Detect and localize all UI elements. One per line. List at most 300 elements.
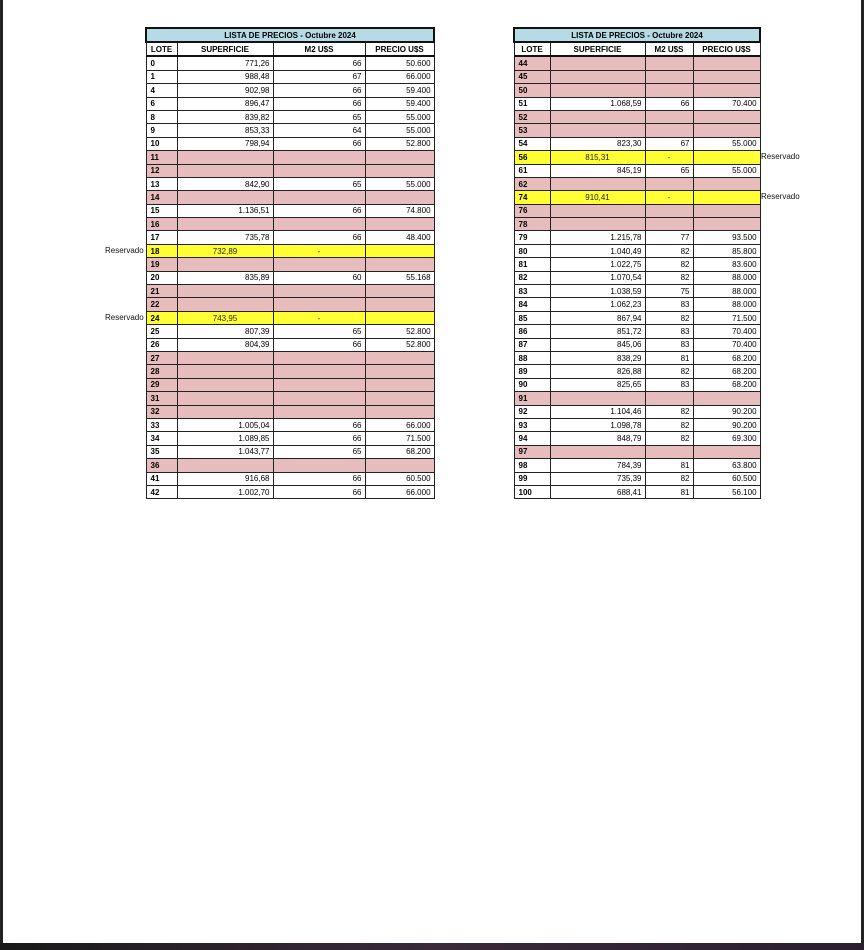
table-body <box>146 56 434 498</box>
lote-cell: 28 <box>146 365 177 378</box>
precio-cell <box>693 110 760 123</box>
lote-cell: 93 <box>514 418 550 431</box>
precio-cell: 88.000 <box>693 271 760 284</box>
precio-cell: 55.000 <box>365 124 434 137</box>
superficie-cell: 845,19 <box>550 164 645 177</box>
precio-cell: 60.500 <box>365 472 434 485</box>
column-header-superficie: SUPERFICIE <box>177 42 273 56</box>
lote-cell: 78 <box>514 218 550 231</box>
precio-cell: 66.000 <box>365 418 434 431</box>
table-title: LISTA DE PRECIOS - Octubre 2024 <box>146 28 434 42</box>
table-row <box>146 177 434 190</box>
superficie-cell: 825,65 <box>550 378 645 391</box>
lote-cell: 52 <box>514 110 550 123</box>
table-row <box>146 472 434 485</box>
lote-cell: 81 <box>514 258 550 271</box>
superficie-cell: 1.136,51 <box>177 204 273 217</box>
m2-cell: 77 <box>645 231 693 244</box>
m2-cell <box>645 56 693 70</box>
lote-cell: 54 <box>514 137 550 150</box>
table-row <box>146 285 434 298</box>
table-row <box>514 70 760 83</box>
lote-cell: 62 <box>514 177 550 190</box>
m2-cell <box>645 70 693 83</box>
superficie-cell: 1.040,49 <box>550 244 645 257</box>
precio-cell: 63.800 <box>693 459 760 472</box>
table-row <box>514 325 760 338</box>
superficie-cell <box>177 164 273 177</box>
column-header-m2: M2 U$S <box>645 42 693 56</box>
table-row <box>514 191 760 204</box>
m2-cell: 82 <box>645 432 693 445</box>
m2-cell: 66 <box>273 204 365 217</box>
table-row <box>146 325 434 338</box>
precio-cell <box>365 311 434 324</box>
table-row <box>514 124 760 137</box>
precio-cell: 68.200 <box>693 351 760 364</box>
lote-cell: 90 <box>514 378 550 391</box>
superficie-cell <box>177 365 273 378</box>
precio-cell <box>693 392 760 405</box>
superficie-cell: 743,95 <box>177 311 273 324</box>
lote-cell: 51 <box>514 97 550 110</box>
precio-cell <box>693 56 760 70</box>
lote-cell: 91 <box>514 392 550 405</box>
precio-cell: 59.400 <box>365 84 434 97</box>
table-row <box>514 338 760 351</box>
m2-cell <box>645 110 693 123</box>
m2-cell <box>645 445 693 458</box>
superficie-cell: 1.070,54 <box>550 271 645 284</box>
m2-cell <box>273 298 365 311</box>
m2-cell <box>645 84 693 97</box>
lote-cell: 89 <box>514 365 550 378</box>
precio-cell: 70.400 <box>693 338 760 351</box>
precio-cell: 55.168 <box>365 271 434 284</box>
precio-cell: 74.800 <box>365 204 434 217</box>
table-row <box>146 218 434 231</box>
superficie-cell: 896,47 <box>177 97 273 110</box>
superficie-cell: 902,98 <box>177 84 273 97</box>
m2-cell <box>645 392 693 405</box>
table-row <box>146 204 434 217</box>
superficie-cell: 839,82 <box>177 110 273 123</box>
table-row <box>146 351 434 364</box>
superficie-cell <box>177 392 273 405</box>
m2-cell <box>273 392 365 405</box>
precio-cell <box>365 392 434 405</box>
table-row <box>514 418 760 431</box>
superficie-cell: 688,41 <box>550 485 645 498</box>
table-row <box>514 472 760 485</box>
table-row <box>514 311 760 324</box>
m2-cell: 82 <box>645 244 693 257</box>
lote-cell: 8 <box>146 110 177 123</box>
m2-cell <box>273 191 365 204</box>
superficie-cell <box>177 459 273 472</box>
superficie-cell <box>177 285 273 298</box>
precio-cell: 85.800 <box>693 244 760 257</box>
table-row <box>514 285 760 298</box>
superficie-cell: 1.068,59 <box>550 97 645 110</box>
table-row <box>146 151 434 164</box>
table-row <box>514 365 760 378</box>
table-row <box>146 365 434 378</box>
precio-cell <box>365 164 434 177</box>
precio-cell: 59.400 <box>365 97 434 110</box>
table-row <box>514 298 760 311</box>
precio-cell <box>365 244 434 257</box>
superficie-cell <box>177 258 273 271</box>
lote-cell: 85 <box>514 311 550 324</box>
m2-cell: 66 <box>273 418 365 431</box>
superficie-cell <box>177 151 273 164</box>
m2-cell: 66 <box>273 97 365 110</box>
table-row <box>514 84 760 97</box>
table-title: LISTA DE PRECIOS - Octubre 2024 <box>514 28 760 42</box>
lote-cell: 76 <box>514 204 550 217</box>
reservado-note: Reservado <box>105 313 144 322</box>
superficie-cell: 842,90 <box>177 177 273 190</box>
m2-cell: - <box>645 151 693 164</box>
lote-cell: 18 <box>146 244 177 257</box>
column-header-lote: LOTE <box>514 42 550 56</box>
precio-cell: 55.000 <box>365 110 434 123</box>
precio-cell: 55.000 <box>693 164 760 177</box>
m2-cell: 67 <box>645 137 693 150</box>
m2-cell: 66 <box>273 231 365 244</box>
precio-cell <box>365 218 434 231</box>
m2-cell: 82 <box>645 472 693 485</box>
table-row <box>514 392 760 405</box>
superficie-cell <box>550 56 645 70</box>
lote-cell: 17 <box>146 231 177 244</box>
table-row <box>146 70 434 83</box>
precio-cell: 60.500 <box>693 472 760 485</box>
superficie-cell <box>177 378 273 391</box>
superficie-cell: 1.098,78 <box>550 418 645 431</box>
superficie-cell: 804,39 <box>177 338 273 351</box>
table-row <box>514 244 760 257</box>
precio-cell <box>365 285 434 298</box>
lote-cell: 29 <box>146 378 177 391</box>
precio-cell: 71.500 <box>693 311 760 324</box>
m2-cell: 81 <box>645 485 693 498</box>
superficie-cell <box>550 124 645 137</box>
lote-cell: 20 <box>146 271 177 284</box>
lote-cell: 1 <box>146 70 177 83</box>
table-row <box>514 177 760 190</box>
superficie-cell <box>550 70 645 83</box>
table-row <box>146 459 434 472</box>
precio-cell: 70.400 <box>693 97 760 110</box>
superficie-cell: 835,89 <box>177 271 273 284</box>
table-row <box>514 137 760 150</box>
m2-cell: 82 <box>645 258 693 271</box>
superficie-cell: 1.022,75 <box>550 258 645 271</box>
precio-cell <box>693 204 760 217</box>
table-row <box>146 164 434 177</box>
superficie-cell <box>177 351 273 364</box>
table-row <box>514 231 760 244</box>
precio-cell <box>365 378 434 391</box>
m2-cell <box>273 218 365 231</box>
lote-cell: 13 <box>146 177 177 190</box>
superficie-cell: 1.005,04 <box>177 418 273 431</box>
table-row <box>146 191 434 204</box>
superficie-cell: 1.038,59 <box>550 285 645 298</box>
precio-cell: 83.600 <box>693 258 760 271</box>
superficie-cell: 1.062,23 <box>550 298 645 311</box>
table-row <box>146 271 434 284</box>
m2-cell: 82 <box>645 271 693 284</box>
column-header-superficie: SUPERFICIE <box>550 42 645 56</box>
table-row <box>146 110 434 123</box>
table-row <box>146 137 434 150</box>
m2-cell: 66 <box>273 472 365 485</box>
viewer-left-edge <box>0 0 3 950</box>
lote-cell: 42 <box>146 485 177 498</box>
precio-cell <box>693 151 760 164</box>
column-header-precio: PRECIO U$S <box>365 42 434 56</box>
superficie-cell <box>550 445 645 458</box>
lote-cell: 12 <box>146 164 177 177</box>
superficie-cell: 798,94 <box>177 137 273 150</box>
precio-cell: 68.200 <box>693 365 760 378</box>
precio-cell <box>693 177 760 190</box>
superficie-cell: 826,88 <box>550 365 645 378</box>
superficie-cell: 848,79 <box>550 432 645 445</box>
superficie-cell: 916,68 <box>177 472 273 485</box>
lote-cell: 9 <box>146 124 177 137</box>
lote-cell: 88 <box>514 351 550 364</box>
column-header-precio: PRECIO U$S <box>693 42 760 56</box>
table-row <box>146 84 434 97</box>
viewer-bottom-bar <box>0 943 864 950</box>
superficie-cell <box>550 177 645 190</box>
table-row <box>146 311 434 324</box>
table-row <box>514 445 760 458</box>
superficie-cell: 853,33 <box>177 124 273 137</box>
precio-cell <box>365 151 434 164</box>
lote-cell: 99 <box>514 472 550 485</box>
table-row <box>146 445 434 458</box>
m2-cell: - <box>273 311 365 324</box>
lote-cell: 87 <box>514 338 550 351</box>
table-row <box>514 151 760 164</box>
m2-cell <box>273 351 365 364</box>
superficie-cell: 1.104,46 <box>550 405 645 418</box>
precio-cell <box>693 445 760 458</box>
table-row <box>146 298 434 311</box>
superficie-cell: 910,41 <box>550 191 645 204</box>
lote-cell: 35 <box>146 445 177 458</box>
superficie-cell <box>550 392 645 405</box>
m2-cell: 66 <box>273 432 365 445</box>
precio-cell: 88.000 <box>693 285 760 298</box>
superficie-cell: 1.002,70 <box>177 485 273 498</box>
precio-cell: 50.600 <box>365 56 434 70</box>
precio-cell: 52.800 <box>365 325 434 338</box>
column-header-lote: LOTE <box>146 42 177 56</box>
lote-cell: 79 <box>514 231 550 244</box>
reservado-note: Reservado <box>761 152 800 162</box>
superficie-cell: 988,48 <box>177 70 273 83</box>
superficie-cell <box>550 204 645 217</box>
superficie-cell <box>177 298 273 311</box>
m2-cell <box>645 204 693 217</box>
precio-cell <box>693 84 760 97</box>
lote-cell: 31 <box>146 392 177 405</box>
m2-cell: 66 <box>273 338 365 351</box>
reservado-note: Reservado <box>761 192 800 202</box>
table-row <box>514 218 760 231</box>
superficie-cell <box>177 218 273 231</box>
precio-cell: 90.200 <box>693 405 760 418</box>
m2-cell: 64 <box>273 124 365 137</box>
lote-cell: 22 <box>146 298 177 311</box>
table-row <box>514 405 760 418</box>
superficie-cell: 823,30 <box>550 137 645 150</box>
table-row <box>146 418 434 431</box>
m2-cell: 82 <box>645 365 693 378</box>
price-table-right <box>513 27 759 499</box>
m2-cell: 65 <box>273 177 365 190</box>
precio-cell: 90.200 <box>693 418 760 431</box>
precio-cell <box>365 459 434 472</box>
m2-cell: 75 <box>645 285 693 298</box>
lote-cell: 0 <box>146 56 177 70</box>
lote-cell: 41 <box>146 472 177 485</box>
lote-cell: 80 <box>514 244 550 257</box>
lote-cell: 16 <box>146 218 177 231</box>
table-row <box>146 231 434 244</box>
lote-cell: 100 <box>514 485 550 498</box>
m2-cell: 60 <box>273 271 365 284</box>
m2-cell: - <box>645 191 693 204</box>
precio-cell: 48.400 <box>365 231 434 244</box>
precio-cell <box>693 191 760 204</box>
m2-cell: 67 <box>273 70 365 83</box>
table-row <box>514 459 760 472</box>
table-row <box>514 204 760 217</box>
precio-cell: 52.800 <box>365 137 434 150</box>
m2-cell: 66 <box>273 56 365 70</box>
superficie-cell <box>550 84 645 97</box>
precio-cell: 56.100 <box>693 485 760 498</box>
m2-cell <box>273 405 365 418</box>
m2-cell: 65 <box>273 445 365 458</box>
m2-cell: 83 <box>645 378 693 391</box>
precio-cell: 93.500 <box>693 231 760 244</box>
superficie-cell <box>550 218 645 231</box>
precio-cell: 71.500 <box>365 432 434 445</box>
table-row <box>146 124 434 137</box>
precio-cell <box>693 218 760 231</box>
precio-cell <box>365 351 434 364</box>
table-row <box>514 485 760 498</box>
table-row <box>514 164 760 177</box>
m2-cell <box>273 258 365 271</box>
superficie-cell: 867,94 <box>550 311 645 324</box>
table-row <box>514 110 760 123</box>
lote-cell: 56 <box>514 151 550 164</box>
lote-cell: 53 <box>514 124 550 137</box>
superficie-cell: 1.215,78 <box>550 231 645 244</box>
lote-cell: 6 <box>146 97 177 110</box>
precio-cell: 66.000 <box>365 485 434 498</box>
superficie-cell: 735,78 <box>177 231 273 244</box>
superficie-cell: 784,39 <box>550 459 645 472</box>
lote-cell: 14 <box>146 191 177 204</box>
lote-cell: 11 <box>146 151 177 164</box>
lote-cell: 15 <box>146 204 177 217</box>
table-body <box>514 56 760 498</box>
precio-cell: 68.200 <box>693 378 760 391</box>
table-row <box>146 432 434 445</box>
m2-cell <box>645 218 693 231</box>
superficie-cell: 851,72 <box>550 325 645 338</box>
lote-cell: 19 <box>146 258 177 271</box>
lote-cell: 44 <box>514 56 550 70</box>
m2-cell: 65 <box>273 325 365 338</box>
lote-cell: 26 <box>146 338 177 351</box>
lote-cell: 83 <box>514 285 550 298</box>
m2-cell: 83 <box>645 298 693 311</box>
precio-cell <box>365 191 434 204</box>
lote-cell: 10 <box>146 137 177 150</box>
lote-cell: 27 <box>146 351 177 364</box>
superficie-cell: 807,39 <box>177 325 273 338</box>
m2-cell: 83 <box>645 338 693 351</box>
m2-cell <box>273 459 365 472</box>
precio-cell: 66.000 <box>365 70 434 83</box>
superficie-cell: 1.089,85 <box>177 432 273 445</box>
m2-cell: 82 <box>645 405 693 418</box>
table-row <box>146 56 434 70</box>
superficie-cell: 845,06 <box>550 338 645 351</box>
lote-cell: 32 <box>146 405 177 418</box>
lote-cell: 61 <box>514 164 550 177</box>
precio-cell: 69.300 <box>693 432 760 445</box>
m2-cell: 65 <box>645 164 693 177</box>
superficie-cell: 735,39 <box>550 472 645 485</box>
m2-cell: 66 <box>645 97 693 110</box>
superficie-cell: 732,89 <box>177 244 273 257</box>
precio-cell <box>693 124 760 137</box>
precio-cell: 88.000 <box>693 298 760 311</box>
lote-cell: 82 <box>514 271 550 284</box>
precio-cell <box>365 405 434 418</box>
table-row <box>146 378 434 391</box>
superficie-cell: 1.043,77 <box>177 445 273 458</box>
lote-cell: 45 <box>514 70 550 83</box>
table-row <box>146 392 434 405</box>
table-row <box>146 405 434 418</box>
lote-cell: 21 <box>146 285 177 298</box>
lote-cell: 74 <box>514 191 550 204</box>
column-header-m2: M2 U$S <box>273 42 365 56</box>
table-row <box>146 485 434 498</box>
table-row <box>514 258 760 271</box>
m2-cell: 82 <box>645 418 693 431</box>
m2-cell: 66 <box>273 137 365 150</box>
table-row <box>514 56 760 70</box>
superficie-cell: 815,31 <box>550 151 645 164</box>
m2-cell <box>273 365 365 378</box>
lote-cell: 33 <box>146 418 177 431</box>
precio-cell <box>365 365 434 378</box>
